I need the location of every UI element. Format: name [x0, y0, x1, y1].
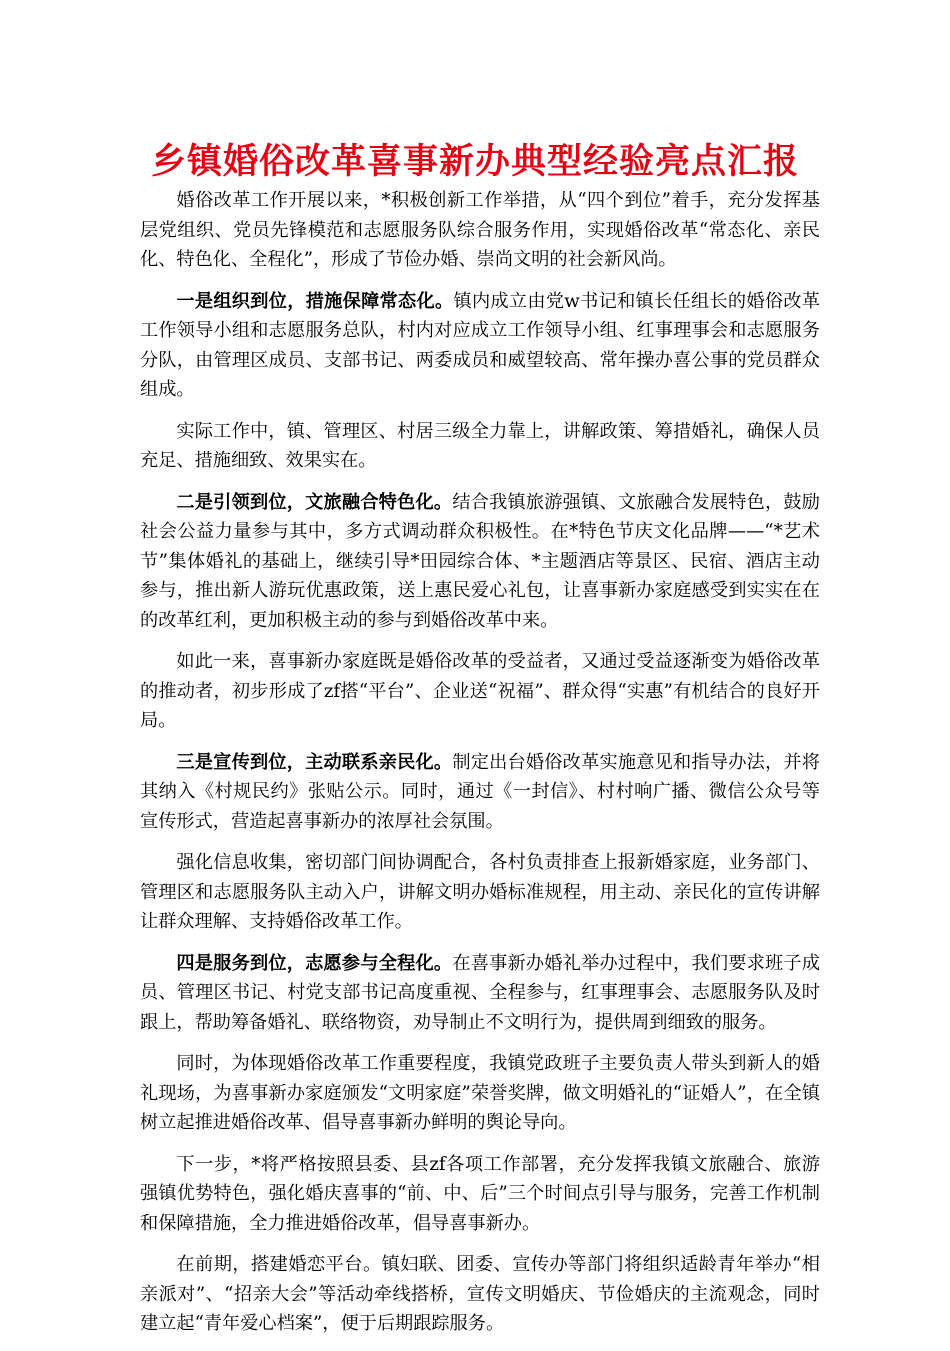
paragraph [140, 949, 820, 1038]
paragraph [140, 287, 820, 405]
paragraph [140, 1049, 820, 1138]
paragraph-lead: 一是组织到位，措施保障常态化。 [176, 290, 454, 312]
paragraph-text: 在前期，搭建婚恋平台。镇妇联、团委、宣传办等部门将组织适龄青年举办“相亲派对”、“招亲大会”等活动牵线搭桥，宣传文明婚庆、节俭婚庆的主流观念，同时建立起“青年爱心档案”，便于后期跟踪服务。 [140, 1254, 820, 1334]
document-body [140, 186, 820, 1351]
paragraph-text: 同时，为体现婚俗改革工作重要程度，我镇党政班子主要负责人带头到新人的婚礼现场，为喜事新办家庭颁发“文明家庭”荣誉奖牌，做文明婚礼的“证婚人”，在全镇树立起推进婚俗改革、倡导喜事新办鲜明的舆论导向。 [140, 1053, 820, 1133]
paragraph-text: 强化信息收集，密切部门间协调配合，各村负责排查上报新婚家庭，业务部门、管理区和志愿服务队主动入户，讲解文明办婚标准规程，用主动、亲民化的宣传讲解让群众理解、支持婚俗改革工作。 [140, 852, 820, 932]
paragraph-text: 镇内成立由党w书记和镇长任组长的婚俗改革工作领导小组和志愿服务总队，村内对应成立工作领导小组、红事理事会和志愿服务分队，由管理区成员、支部书记、两委成员和威望较高、常年操办喜公事的党员群众组成。 [140, 290, 820, 400]
paragraph [140, 186, 820, 275]
paragraph-text: 如此一来，喜事新办家庭既是婚俗改革的受益者，又通过受益逐渐变为婚俗改革的推动者，初步形成了zf搭“平台”、企业送“祝福”、群众得“实惠”有机结合的良好开局。 [140, 651, 820, 731]
paragraph-lead: 三是宣传到位，主动联系亲民化。 [176, 751, 453, 773]
paragraph-lead: 二是引领到位，文旅融合特色化。 [176, 491, 453, 513]
paragraph [140, 1150, 820, 1239]
document-title: 乡镇婚俗改革喜事新办典型经验亮点汇报 [150, 141, 799, 182]
paragraph-text: 婚俗改革工作开展以来，*积极创新工作举措，从“四个到位”着手，充分发挥基层党组织、党员先锋模范和志愿服务队综合服务作用，实现婚俗改革“常态化、亲民化、特色化、全程化”，形成了节俭办婚、崇尚文明的社会新风尚。 [140, 190, 820, 270]
paragraph-text: 在喜事新办婚礼举办过程中，我们要求班子成员、管理区书记、村党支部书记高度重视、全程参与，红事理事会、志愿服务队及时跟上，帮助筹备婚礼、联络物资，劝导制止不文明行为，提供周到细致的服务。 [140, 952, 820, 1033]
paragraph-text: 下一步，*将严格按照县委、县zf各项工作部署，充分发挥我镇文旅融合、旅游强镇优势特色，强化婚庆喜事的“前、中、后”三个时间点引导与服务，完善工作机制和保障措施，全力推进婚俗改革，倡导喜事新办。 [140, 1153, 820, 1234]
paragraph-text: 实际工作中，镇、管理区、村居三级全力靠上，讲解政策、筹措婚礼，确保人员充足、措施细致、效果实在。 [140, 420, 820, 471]
paragraph [140, 748, 820, 837]
paragraph-text: 制定出台婚俗改革实施意见和指导办法，并将其纳入《村规民约》张贴公示。同时，通过《一封信》、村村响广播、微信公众号等宣传形式，营造起喜事新办的浓厚社会氛围。 [140, 751, 820, 832]
paragraph [140, 417, 820, 476]
paragraph [140, 647, 820, 736]
paragraph-lead: 四是服务到位，志愿参与全程化。 [176, 952, 453, 974]
paragraph [140, 1250, 820, 1339]
paragraph [140, 488, 820, 636]
paragraph [140, 848, 820, 937]
paragraph-text: 结合我镇旅游强镇、文旅融合发展特色，鼓励社会公益力量参与其中，多方式调动群众积极性。在*特色节庆文化品牌——“*艺术节”集体婚礼的基础上，继续引导*田园综合体、*主题酒店等景区、民宿、酒店主动参与，推出新人游玩优惠政策，送上惠民爱心礼包，让喜事新办家庭感受到实实在在的改革红利，更加积极主动的参与到婚俗改革中来。 [140, 491, 820, 631]
